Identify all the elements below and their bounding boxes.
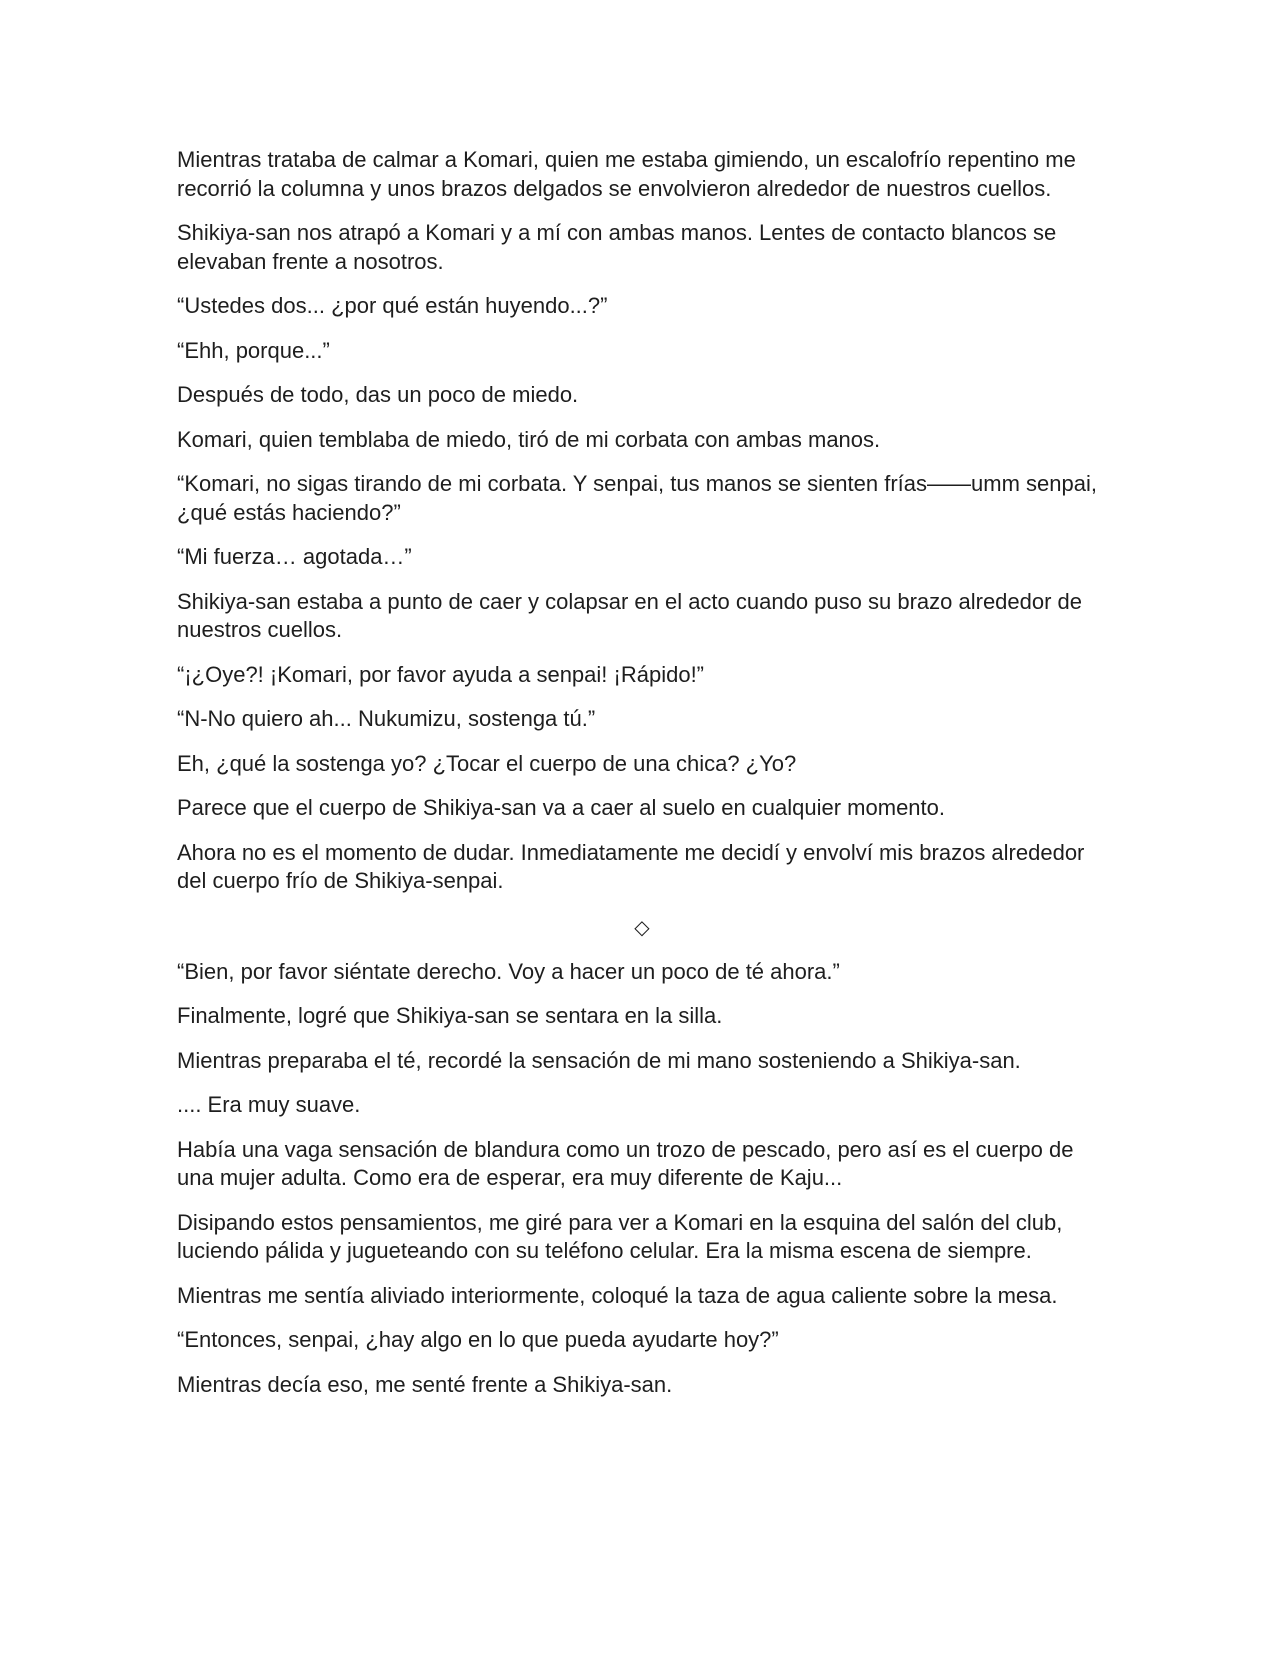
- paragraph: Había una vaga sensación de blandura como un trozo de pescado, pero así es el cuerpo de una mujer adulta. Como era de esperar, era muy diferente de Kaju...: [177, 1136, 1074, 1190]
- paragraph: “Mi fuerza… agotada…”: [177, 544, 412, 569]
- scene-break-diamond-icon: ◇: [634, 914, 650, 939]
- paragraph: “Komari, no sigas tirando de mi corbata. Y senpai, tus manos se sienten frías——umm senpai, ¿qué estás haciendo?”: [177, 471, 1097, 525]
- paragraph: Parece que el cuerpo de Shikiya-san va a caer al suelo en cualquier momento.: [177, 795, 946, 820]
- paragraph: Eh, ¿qué la sostenga yo? ¿Tocar el cuerpo de una chica? ¿Yo?: [177, 750, 797, 776]
- paragraph: “Ehh, porque...”: [177, 337, 330, 363]
- paragraph: “Ustedes dos... ¿por qué están huyendo...?”: [177, 293, 608, 318]
- paragraph: “N-No quiero ah... Nukumizu, sostenga tú.”: [177, 706, 596, 731]
- paragraph: “¡¿Oye?! ¡Komari, por favor ayuda a senpai! ¡Rápido!”: [177, 661, 705, 687]
- paragraph: “Entonces, senpai, ¿hay algo en lo que pueda ayudarte hoy?”: [177, 1327, 779, 1352]
- paragraph: Después de todo, das un poco de miedo.: [177, 382, 579, 407]
- paragraph: Mientras me sentía aliviado interiormente, coloqué la taza de agua caliente sobre la mesa.: [177, 1282, 1058, 1308]
- paragraph: Mientras preparaba el té, recordé la sensación de mi mano sosteniendo a Shikiya-san.: [177, 1047, 1021, 1073]
- paragraph: Mientras decía eso, me senté frente a Shikiya-san.: [177, 1371, 673, 1397]
- paragraph: Shikiya-san estaba a punto de caer y colapsar en el acto cuando puso su brazo alrededor de nuestros cuellos.: [177, 588, 1083, 642]
- paragraph: Ahora no es el momento de dudar. Inmediatamente me decidí y envolví mis brazos alrededor del cuerpo frío de Shikiya-senpai.: [177, 839, 1085, 893]
- paragraph: Disipando estos pensamientos, me giré para ver a Komari en la esquina del salón del club, luciendo pálida y jugueteando con su teléfono celular. Era la misma escena de siempre.: [177, 1209, 1063, 1263]
- paragraph: Komari, quien temblaba de miedo, tiró de mi corbata con ambas manos.: [177, 426, 881, 452]
- paragraph: .... Era muy suave.: [177, 1092, 361, 1117]
- document-page: [177, 146, 1107, 1415]
- paragraph: Shikiya-san nos atrapó a Komari y a mí con ambas manos. Lentes de contacto blancos se elevaban frente a nosotros.: [177, 220, 1057, 274]
- paragraph: Mientras trataba de calmar a Komari, quien me estaba gimiendo, un escalofrío repentino me recorrió la columna y unos brazos delgados se envolvieron alrededor de nuestros cuellos.: [177, 147, 1076, 201]
- paragraph: “Bien, por favor siéntate derecho. Voy a hacer un poco de té ahora.”: [177, 958, 840, 984]
- paragraph: Finalmente, logré que Shikiya-san se sentara en la silla.: [177, 1003, 723, 1028]
